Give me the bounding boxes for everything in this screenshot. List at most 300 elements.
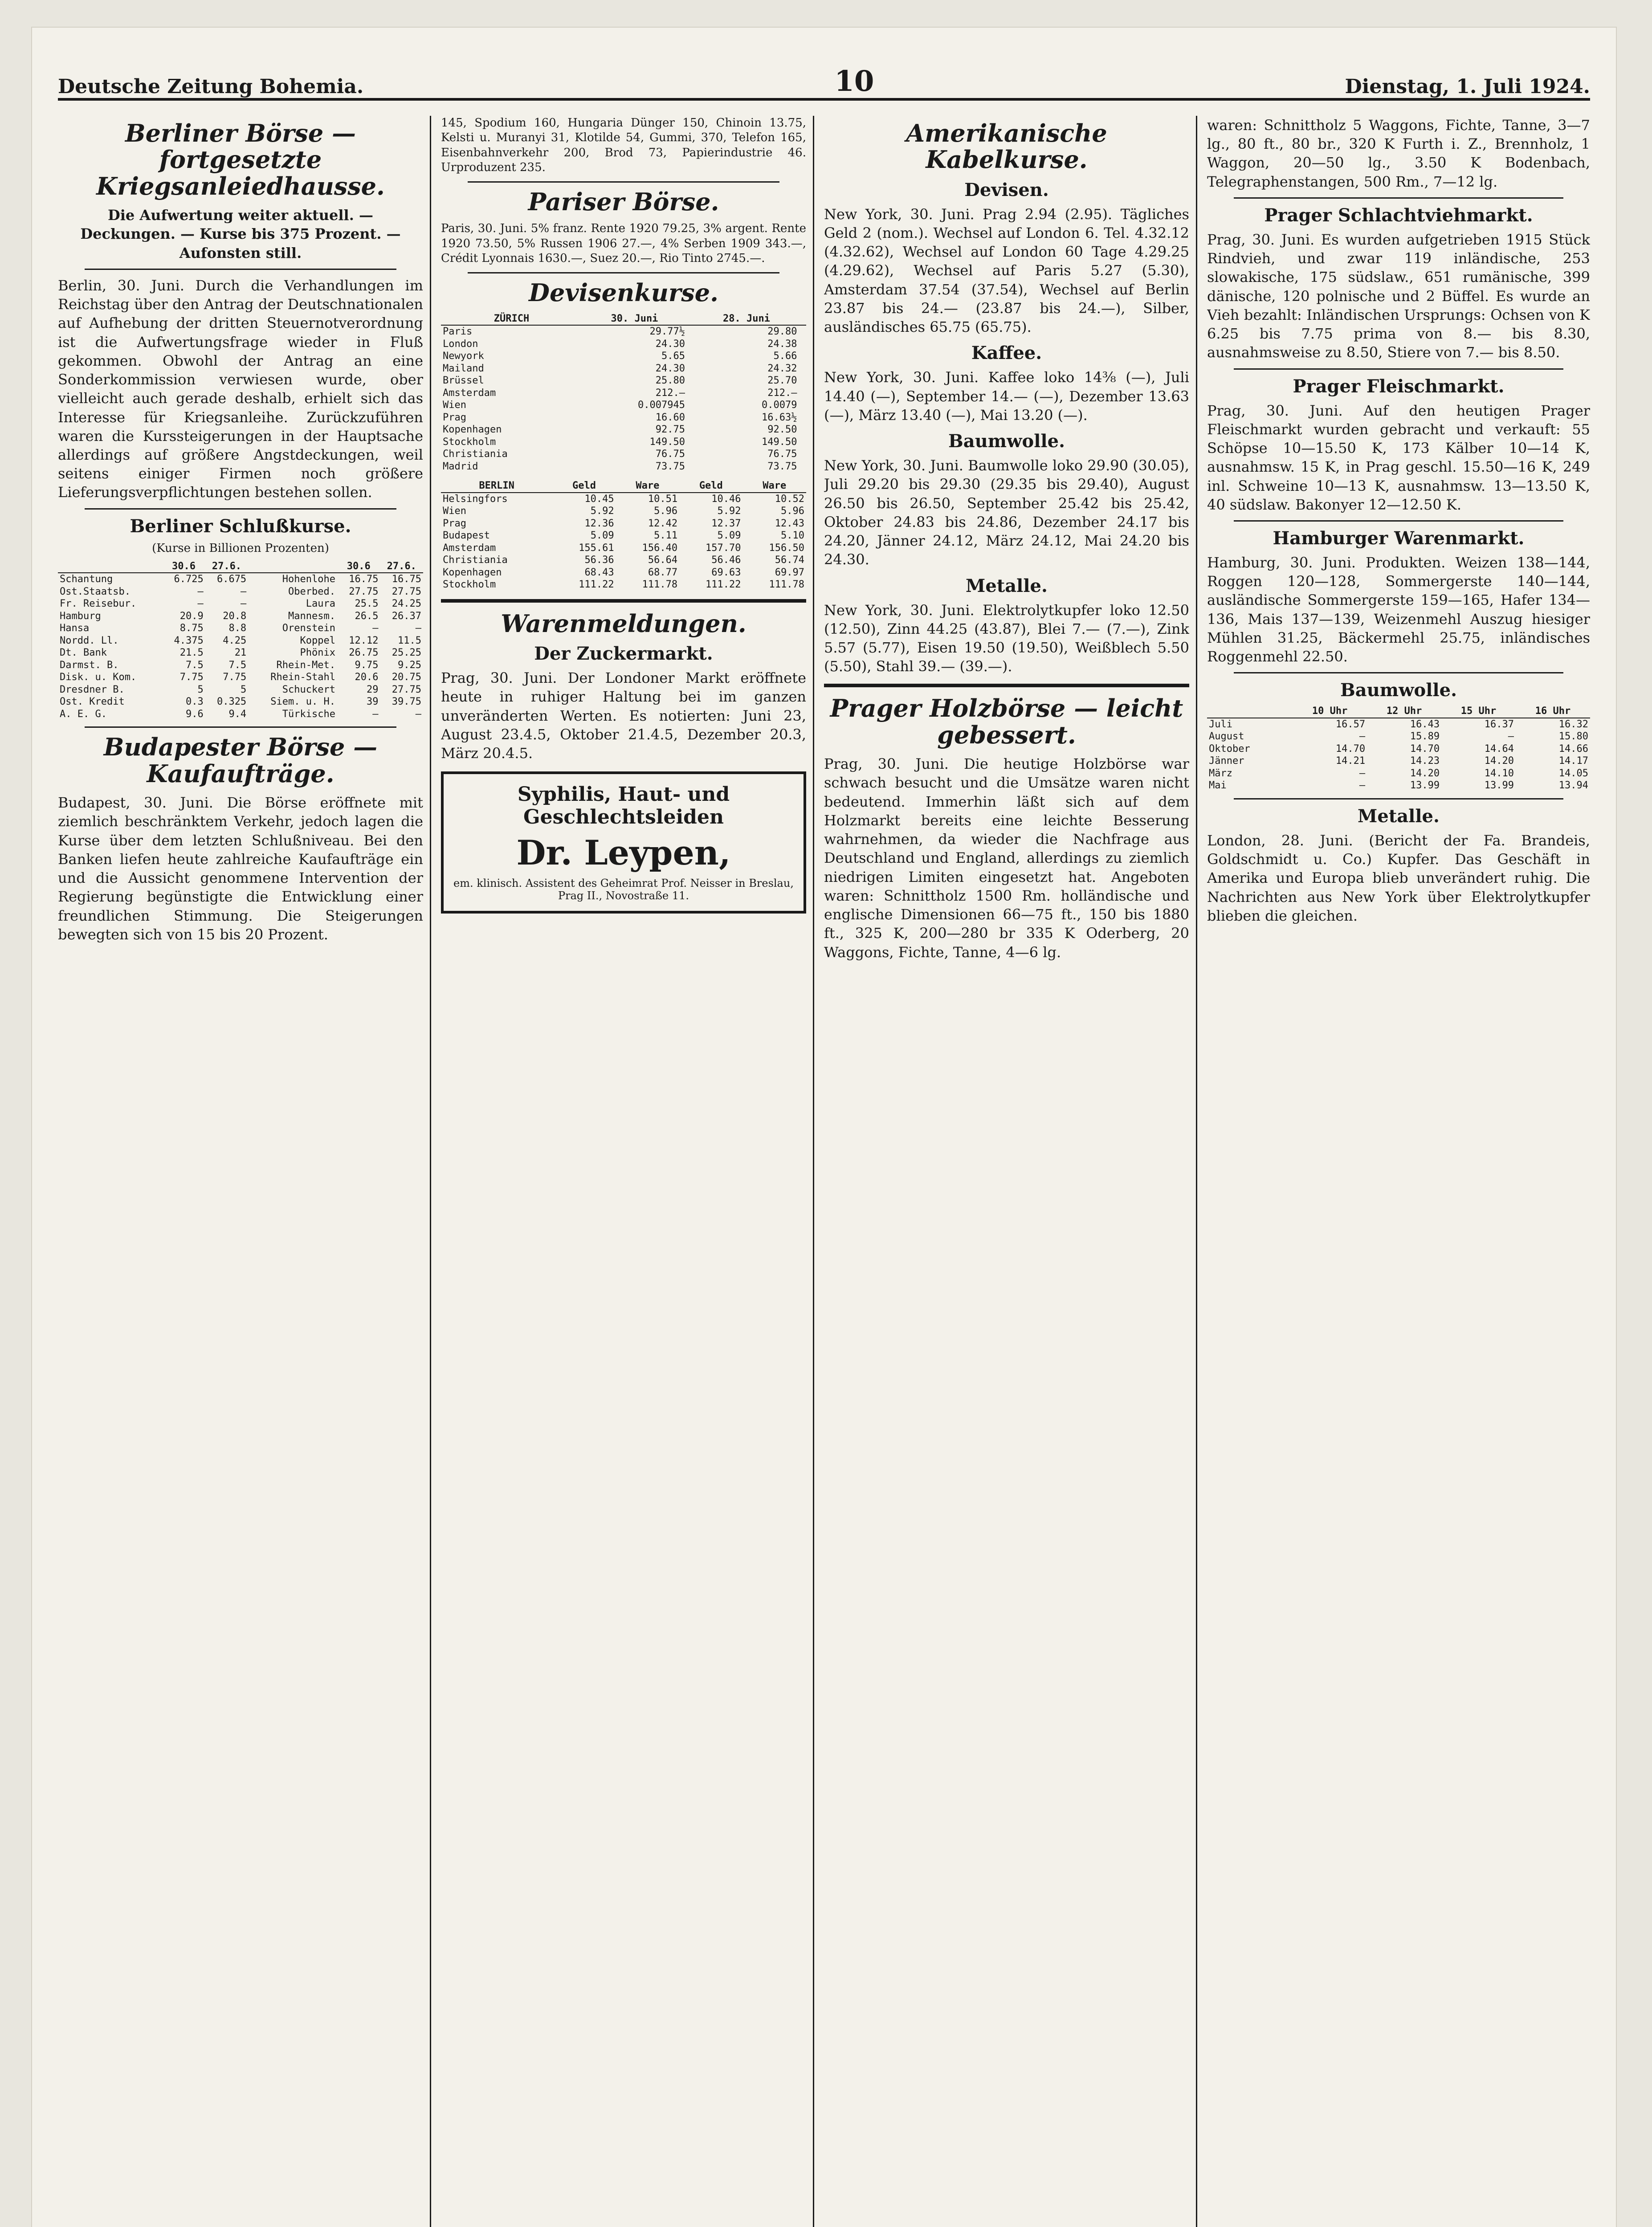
table-cell: — [1508, 731, 1514, 742]
divider [1234, 368, 1563, 370]
table-cell [687, 338, 694, 351]
section-title: Kaffee. [971, 343, 1042, 364]
table-cell: 9.4 [228, 708, 247, 720]
table-cell: Oktober [1209, 743, 1250, 755]
advertisement [441, 771, 806, 914]
table-header-cell [687, 313, 694, 326]
table-row [1207, 755, 1590, 767]
table-subtitle: (Kurse in Billionen Prozenten) [152, 541, 329, 555]
table-cell: 92.75 [655, 424, 685, 436]
table-cell: 25.70 [767, 375, 797, 387]
table-cell: Brüssel [443, 375, 484, 387]
article-title: Prager Holzbörse — leicht gebessert. [830, 694, 1183, 749]
table-cell: 69.97 [775, 567, 804, 578]
table-cell: 212.— [767, 387, 797, 399]
table-cell: 68.77 [648, 567, 678, 578]
table-cell [799, 375, 806, 387]
article-body: New York, 30. Juni. Elektrolytkupfer loko 12.50 (12.50), Zinn 44.25 (43.87), Blei 7.— (7.—), Zink 5.57 (5.77), Eisen 19.50 (19.50), Weißblech 5.50 (5.50), Stahl 39.— (39.—). [824, 601, 1189, 675]
table-header-cell: 10 Uhr [1293, 705, 1367, 718]
section-title: Devisen. [964, 179, 1049, 200]
table-cell: 12.12 [349, 635, 379, 646]
table-cell: 111.78 [642, 579, 678, 591]
table-row [441, 375, 806, 387]
table-cell: 25.25 [392, 647, 421, 659]
table-cell: 5 [240, 684, 247, 695]
table-cell: Kopenhagen [443, 424, 502, 436]
table-cell: 7.5 [185, 659, 204, 671]
table-cell: 15.80 [1558, 731, 1588, 742]
divider [1234, 520, 1563, 522]
table-cell: Budapest [443, 530, 490, 542]
table-row [58, 573, 423, 586]
table-cell: 6.725 [174, 574, 204, 585]
section-title: Baumwolle. [1340, 680, 1457, 701]
cotton-table [1207, 705, 1590, 792]
table-cell: 9.75 [355, 659, 379, 671]
table-header-cell: Geld [552, 480, 616, 493]
table-cell: 9.25 [398, 659, 421, 671]
table-cell: Schantung [60, 574, 113, 585]
table-cell: Wien [443, 506, 466, 517]
column-2 [441, 116, 806, 2227]
table-cell: 24.38 [767, 338, 797, 350]
table-cell: 7.5 [228, 659, 247, 671]
table-cell: Helsingfors [443, 493, 508, 505]
devisen-table [441, 313, 806, 473]
table-cell: Stockholm [443, 579, 496, 591]
table-cell: Hansa [60, 623, 90, 634]
table-cell: Mailand [443, 363, 484, 374]
table-cell: 13.99 [1484, 780, 1514, 791]
newspaper-page [31, 27, 1617, 2227]
table-header-cell: 27.6. [380, 560, 423, 573]
table-cell: 14.17 [1558, 755, 1588, 767]
table-cell: Dresdner B. [60, 684, 125, 695]
table-cell: — [1359, 731, 1366, 742]
section-title: Prager Fleischmarkt. [1293, 375, 1505, 397]
column-rule [813, 116, 814, 2227]
table-cell: Christiania [443, 555, 508, 566]
table-cell: 10.52 [775, 493, 804, 505]
article-title: Warenmeldungen. [501, 609, 746, 638]
table-cell: 56.74 [775, 555, 804, 566]
column-rule [1196, 116, 1197, 2227]
table-cell: Nordd. Ll. [60, 635, 119, 646]
table-title: Devisenkurse. [529, 278, 718, 307]
table-cell: Wien [443, 400, 466, 411]
berlin-devisen-table [441, 480, 806, 591]
table-cell: Rhein-Met. [276, 659, 335, 671]
table-cell: 5.66 [773, 351, 797, 362]
table-header-cell: 28. Juni [694, 313, 799, 326]
table-cell: 5.65 [661, 351, 685, 362]
table-header-cell: Ware [616, 480, 679, 493]
article-body: 145, Spodium 160, Hungaria Dünger 150, Chinoin 13.75, Kelsti u. Muranyi 31, Klotilde 54, Gummi, 370, Telefon 165, Eisenbahnverkehr 200, Brod 73, Papierindustrie 46. Urproduzent 235. [441, 116, 806, 174]
table-cell: 24.30 [655, 338, 685, 350]
table-row [441, 567, 806, 579]
table-cell [687, 448, 694, 461]
table-cell: — [372, 708, 379, 720]
table-cell [799, 424, 806, 436]
table-cell: 14.21 [1335, 755, 1366, 767]
table-cell: 0.3 [185, 696, 204, 708]
table-cell: Siem. u. H. [270, 696, 335, 708]
table-cell: 69.63 [711, 567, 741, 578]
table-header-cell: Geld [679, 480, 742, 493]
section-title: Prager Schlachtviehmarkt. [1264, 204, 1533, 226]
table-cell [687, 387, 694, 400]
divider [1234, 798, 1563, 799]
table-cell: 156.50 [769, 542, 804, 554]
table-cell [687, 436, 694, 449]
table-cell [799, 436, 806, 449]
table-cell: 16.75 [349, 574, 379, 585]
table-cell [687, 399, 694, 412]
article-body: New York, 30. Juni. Prag 2.94 (2.95). Tägliches Geld 2 (nom.). Wechsel auf London 6. Tel. 4.32.12 (4.32.62), Wechsel auf London 60 Tage 4.29.25 (4.29.62), Wechsel auf Paris 5.27 (5.30), Amsterdam 37.54 (37.54), Wechsel auf Berlin 23.87 bis 24.— (23.87 bis 24.—), Silber, ausländisches 65.75 (65.75). [824, 205, 1189, 336]
table-cell [687, 461, 694, 473]
table-cell: Newyork [443, 351, 484, 362]
table-cell: Stockholm [443, 436, 496, 448]
table-cell [799, 448, 806, 461]
table-cell [687, 424, 694, 436]
table-cell: Kopenhagen [443, 567, 502, 578]
table-cell: Amsterdam [443, 542, 496, 554]
section-title: Hamburger Warenmarkt. [1273, 527, 1525, 549]
table-cell: 156.40 [642, 542, 678, 554]
table-row [441, 579, 806, 591]
divider [468, 272, 779, 273]
table-cell: 21.5 [179, 647, 204, 659]
table-cell: 39.75 [392, 696, 421, 708]
article-body: Prag, 30. Juni. Die heutige Holzbörse war schwach besucht und die Umsätze waren nicht bedeutend. Immerhin läßt sich auf dem Holzmarkt bereits eine leichte Besserung wahrnehmen, da wieder die Nachfrage aus Deutschland und England, allerdings zu ziemlich niedrigen Limiten eingesetzt hat. Angeboten waren: Schnittholz 1500 Rm. holländische und englische Dimensionen 66—75 ft., 150 bis 1880 ft., 325 K, 200—280 br 335 K Oderberg, 20 Waggons, Fichte, Tanne, 4—6 lg. [824, 755, 1189, 961]
table-cell [799, 412, 806, 424]
table-cell: — [240, 586, 247, 597]
table-cell: 111.22 [579, 579, 614, 591]
table-header-cell: Ware [743, 480, 806, 493]
table-row [58, 708, 423, 721]
table-row [1207, 767, 1590, 780]
table-cell: 39 [366, 696, 379, 708]
table-row [441, 436, 806, 449]
table-cell: 68.43 [584, 567, 614, 578]
table-header-cell: ZÜRICH [441, 313, 582, 326]
table-header-cell: 12 Uhr [1367, 705, 1441, 718]
table-cell: August [1209, 731, 1244, 742]
table-row [58, 598, 423, 610]
table-cell: 149.50 [649, 436, 685, 448]
column-1 [58, 116, 423, 2227]
table-row [441, 493, 806, 506]
article-subtitle: Die Aufwertung weiter aktuell. — Deckungen. — Kurse bis 375 Prozent. — Aufonsten still. [80, 207, 401, 261]
table-cell: Oberbed. [288, 586, 335, 597]
table-cell: 5.96 [781, 506, 804, 517]
table-row [1207, 779, 1590, 792]
table-cell: 27.75 [349, 586, 379, 597]
article-title: Amerikanische Kabelkurse. [906, 119, 1107, 174]
table-header-cell: 30. Juni [582, 313, 687, 326]
divider [468, 181, 779, 183]
table-cell: 16.60 [655, 412, 685, 423]
table-cell: 16.37 [1484, 718, 1514, 730]
divider [85, 726, 396, 728]
table-cell: 8.8 [228, 623, 247, 634]
table-cell: 157.70 [706, 542, 741, 554]
article-body: Budapest, 30. Juni. Die Börse eröffnete mit ziemlich beschränktem Verkehr, jedoch lagen die Kurse über dem letzten Schlußniveau. Bei den Banken liefen heute zahlreiche Kaufaufträge ein und die Aussicht genommene Intervention der Regierung begünstigte die Entwicklung einer freundlichen Stimmung. Die Steigerungen bewegten sich von 15 bis 20 Prozent. [58, 794, 423, 943]
table-cell: Hohenlohe [282, 574, 335, 585]
table-cell: Ost.Staatsb. [60, 586, 131, 597]
column-3 [824, 116, 1189, 2227]
column-rule [430, 116, 431, 2227]
table-row [441, 518, 806, 530]
table-cell: 92.50 [767, 424, 797, 436]
table-cell: Ost. Kredit [60, 696, 125, 708]
table-cell [687, 375, 694, 387]
table-cell: 29.77½ [649, 326, 685, 338]
table-cell: Juli [1209, 718, 1232, 730]
table-cell: — [1359, 767, 1366, 779]
table-cell: 21 [234, 647, 247, 659]
table-row [58, 610, 423, 623]
table-cell: 10.45 [584, 493, 614, 505]
table-cell: A. E. G. [60, 708, 107, 720]
table-cell: 12.37 [711, 518, 741, 529]
table-cell: Jänner [1209, 755, 1244, 767]
table-cell: 25.5 [355, 598, 379, 610]
table-cell: 14.66 [1558, 743, 1588, 755]
table-cell: 76.75 [767, 449, 797, 460]
table-cell: 14.05 [1558, 767, 1588, 779]
table-cell: — [415, 623, 421, 634]
divider [1234, 197, 1563, 199]
table-header-cell: 15 Uhr [1441, 705, 1516, 718]
table-cell: 14.20 [1410, 767, 1440, 779]
table-cell: Amsterdam [443, 387, 496, 399]
table-cell: 29.80 [767, 326, 797, 338]
table-row [441, 387, 806, 400]
table-cell: 4.375 [174, 635, 204, 646]
table-row [441, 350, 806, 363]
table-cell: 16.63½ [761, 412, 797, 423]
table-cell: 16.32 [1558, 718, 1588, 730]
table-cell: Phönix [300, 647, 335, 659]
table-cell: 20.75 [392, 672, 421, 683]
table-row [441, 424, 806, 436]
table-cell: 24.25 [392, 598, 421, 610]
table-cell: 9.6 [185, 708, 204, 720]
table-cell [687, 412, 694, 424]
article-body: Prag, 30. Juni. Auf den heutigen Prager Fleischmarkt wurden gebracht und verkauft: 55 Schöpse 10—15.50 K, 173 Kälber 10—14 K, ausnahmsw. 15 K, in Prag geschl. 15.50—16 K, 249 inl. Schweine 10—13 K, ausnahmsw. 13—13.50 K, 40 südslaw. Bakonyer 12—12.50 K. [1207, 402, 1590, 513]
table-row [58, 671, 423, 684]
table-row [58, 647, 423, 659]
table-cell: 11.5 [398, 635, 421, 646]
article-body: Hamburg, 30. Juni. Produkten. Weizen 138—144, Roggen 120—128, Sommergerste 140—144, ausländische Sommergerste 159—165, Hafer 134—136, Mais 137—139, Weizenmehl Auszug hiesiger Mühlen 31.25, Bäckermehl 25.75, inländisches Roggenmehl 22.50. [1207, 554, 1590, 665]
table-cell: 0.325 [216, 696, 247, 708]
table-cell: 5.10 [781, 530, 804, 542]
table-header-cell: 30.6 [337, 560, 380, 573]
table-cell: 20.8 [223, 610, 247, 622]
table-cell: 4.25 [223, 635, 247, 646]
table-cell: 14.70 [1410, 743, 1440, 755]
table-cell [799, 363, 806, 375]
article-body: Prag, 30. Juni. Der Londoner Markt eröffnete heute in ruhiger Haltung bei im ganzen unveränderten Werten. Es notierten: Juni 23, August 23.4.5, Oktober 21.4.5, Dezember 20.3, März 20.4.5. [441, 669, 806, 762]
table-cell: Prag [443, 412, 466, 423]
section-title: Baumwolle. [948, 431, 1065, 452]
table-cell: London [443, 338, 478, 350]
ad-title: Syphilis, Haut- und Geschlechtsleiden [517, 783, 730, 829]
table-cell: Rhein-Stahl [270, 672, 335, 683]
table-row [1207, 730, 1590, 743]
table-header-cell: 16 Uhr [1516, 705, 1590, 718]
table-row [58, 586, 423, 598]
table-cell: 5.11 [654, 530, 678, 542]
table-cell: 56.36 [584, 555, 614, 566]
table-cell: 26.37 [392, 610, 421, 622]
table-cell: 7.75 [179, 672, 204, 683]
table-cell: 56.64 [648, 555, 678, 566]
table-cell: Koppel [300, 635, 335, 646]
table-header-cell: BERLIN [441, 480, 552, 493]
table-cell: 149.50 [761, 436, 797, 448]
issue-date: Dienstag, 1. Juli 1924. [1345, 75, 1590, 98]
section-title: Metalle. [966, 575, 1048, 596]
table-cell: — [197, 586, 204, 597]
section-title: Metalle. [1358, 805, 1440, 827]
table-cell: 0.007945 [638, 400, 685, 411]
table-cell: Türkische [282, 708, 335, 720]
table-cell: 15.89 [1410, 731, 1440, 742]
table-cell [687, 350, 694, 363]
article-body: New York, 30. Juni. Baumwolle loko 29.90 (30.05), Juli 29.20 bis 29.30 (29.35 bis 29.40), August 26.50 bis 26.50, September 25.42 bis 25.42, Oktober 24.83 bis 24.86, Dezember 24.17 bis 24.20, Jänner 24.12, März 24.12, Mai 24.20 bis 24.30. [824, 457, 1189, 568]
table-cell: 73.75 [767, 461, 797, 472]
table-header-cell: 27.6. [205, 560, 248, 573]
table-header-cell: 30.6 [162, 560, 205, 573]
table-cell: Dt. Bank [60, 647, 107, 659]
divider [824, 684, 1189, 687]
table-cell [799, 399, 806, 412]
table-cell: 16.57 [1335, 718, 1366, 730]
ad-text: em. klinisch. Assistent des Geheimrat Prof. Neisser in Breslau, Prag II., Novostraße 11. [453, 877, 794, 902]
table-cell: März [1209, 767, 1232, 779]
divider [1234, 672, 1563, 673]
table-cell: — [1359, 780, 1366, 791]
table-row [58, 684, 423, 696]
table-cell [799, 338, 806, 351]
table-row [58, 696, 423, 708]
table-cell: Laura [306, 598, 335, 610]
divider [85, 269, 396, 270]
table-row [58, 659, 423, 672]
page-number: 10 [834, 65, 874, 98]
table-cell: Mai [1209, 780, 1227, 791]
table-row [441, 399, 806, 412]
table-cell: Prag [443, 518, 466, 529]
table-cell: Mannesm. [288, 610, 335, 622]
column-4 [1207, 116, 1590, 2227]
table-cell: 16.75 [392, 574, 421, 585]
table-cell: Darmst. B. [60, 659, 119, 671]
table-title: Berliner Schlußkurse. [130, 515, 351, 537]
table-cell: 12.42 [648, 518, 678, 529]
table-cell: 20.9 [179, 610, 204, 622]
table-row [1207, 718, 1590, 731]
table-row [441, 505, 806, 518]
table-cell: 5.92 [590, 506, 614, 517]
table-cell: 56.46 [711, 555, 741, 566]
table-header-cell [248, 560, 337, 573]
table-row [441, 448, 806, 461]
table-cell: 6.675 [216, 574, 247, 585]
table-cell: 29 [366, 684, 379, 695]
table-cell: 14.20 [1484, 755, 1514, 767]
table-row [441, 542, 806, 555]
table-row [441, 530, 806, 542]
table-cell: 7.75 [223, 672, 247, 683]
table-cell: 5 [197, 684, 204, 695]
table-cell: 155.61 [579, 542, 614, 554]
table-cell: 27.75 [392, 684, 421, 695]
table-cell: 24.32 [767, 363, 797, 374]
table-row [441, 338, 806, 351]
article-body: Prag, 30. Juni. Es wurden aufgetrieben 1915 Stück Rindvieh, und zwar 119 inländische, 253 slowakische, 175 südslaw., 651 rumänische, 399 dänische, 120 polnische und 2 Büffel. Es wurde an Vieh bezahlt: Inländischen Ursprungs: Ochsen von K 6.25 bis 7.75 prima von 8.— bis 8.30, ausnahmsweise zu 8.50, Stiere von 7.— bis 8.50. [1207, 231, 1590, 361]
table-cell [687, 325, 694, 338]
table-row [58, 635, 423, 647]
table-cell: 212.— [655, 387, 685, 399]
table-cell: 16.43 [1410, 718, 1440, 730]
article-title: Budapester Börse — Kaufaufträge. [103, 733, 378, 788]
table-cell: Christiania [443, 449, 508, 460]
table-row [58, 622, 423, 635]
table-cell: 10.51 [648, 493, 678, 505]
table-cell: Madrid [443, 461, 478, 472]
table-cell: 14.70 [1335, 743, 1366, 755]
table-cell: Schuckert [282, 684, 335, 695]
article-body: waren: Schnittholz 5 Waggons, Fichte, Tanne, 3—7 lg., 80 ft., 80 br., 320 K Furth i. Z., Brennholz, 1 Waggon, 20—50 lg., 3.50 K Bodenbach, Telegraphenstangen, 500 Rm., 7—12 lg. [1207, 117, 1590, 190]
article-title: Pariser Börse. [528, 188, 719, 216]
table-cell: 0.0079 [761, 400, 797, 411]
table-cell [799, 325, 806, 338]
table-header-cell [1207, 705, 1293, 718]
table-cell: Paris [443, 326, 473, 338]
table-row [441, 363, 806, 375]
table-cell: 111.78 [769, 579, 804, 591]
table-cell: Hamburg [60, 610, 101, 622]
article-body: Paris, 30. Juni. 5% franz. Rente 1920 79.25, 3% argent. Rente 1920 73.50, 5% Russen 1906 27.—, 4% Serben 1909 343.—, Crédit Lyonnais 1630.—, Suez 20.—, Rio Tinto 2745.—. [441, 222, 806, 265]
article-body: Berlin, 30. Juni. Durch die Verhandlungen im Reichstag über den Antrag der Deutschnationalen auf Aufhebung der dritten Steuernotverordnung ist die Aufwertungsfrage wieder in Fluß gekommen. Obwohl der Antrag an eine Sonderkommission verwiesen wurde, ober vielleicht auch gerade deshalb, erhielt sich das Interesse für Kriegsanleihe. Zurückzuführen waren die Kurssteigerungen in der Hauptsache allerdings auf größere Angstdeckungen, weil seitens einiger Firmen noch größere Lieferungsverpflichtungen bestehen sollen. [58, 277, 423, 501]
table-cell: 8.75 [179, 623, 204, 634]
table-cell: — [197, 598, 204, 610]
table-cell: 26.5 [355, 610, 379, 622]
table-cell: 14.23 [1410, 755, 1440, 767]
table-cell [687, 363, 694, 375]
table-cell: — [240, 598, 247, 610]
table-cell: 20.6 [355, 672, 379, 683]
table-cell: 12.36 [584, 518, 614, 529]
table-cell: — [372, 623, 379, 634]
table-cell: 13.94 [1558, 780, 1588, 791]
table-cell: 5.92 [717, 506, 741, 517]
table-cell: 5.09 [717, 530, 741, 542]
table-row [441, 461, 806, 473]
table-cell: 13.99 [1410, 780, 1440, 791]
table-row [441, 325, 806, 338]
table-cell: 26.75 [349, 647, 379, 659]
table-cell: 14.64 [1484, 743, 1514, 755]
section-title: Der Zuckermarkt. [534, 643, 713, 665]
table-cell: 27.75 [392, 586, 421, 597]
article-title: Berliner Börse — fortgesetzte Kriegsanleiedhausse. [96, 119, 385, 200]
ad-name: Dr. Leypen, [516, 833, 731, 873]
table-cell: 5.09 [590, 530, 614, 542]
